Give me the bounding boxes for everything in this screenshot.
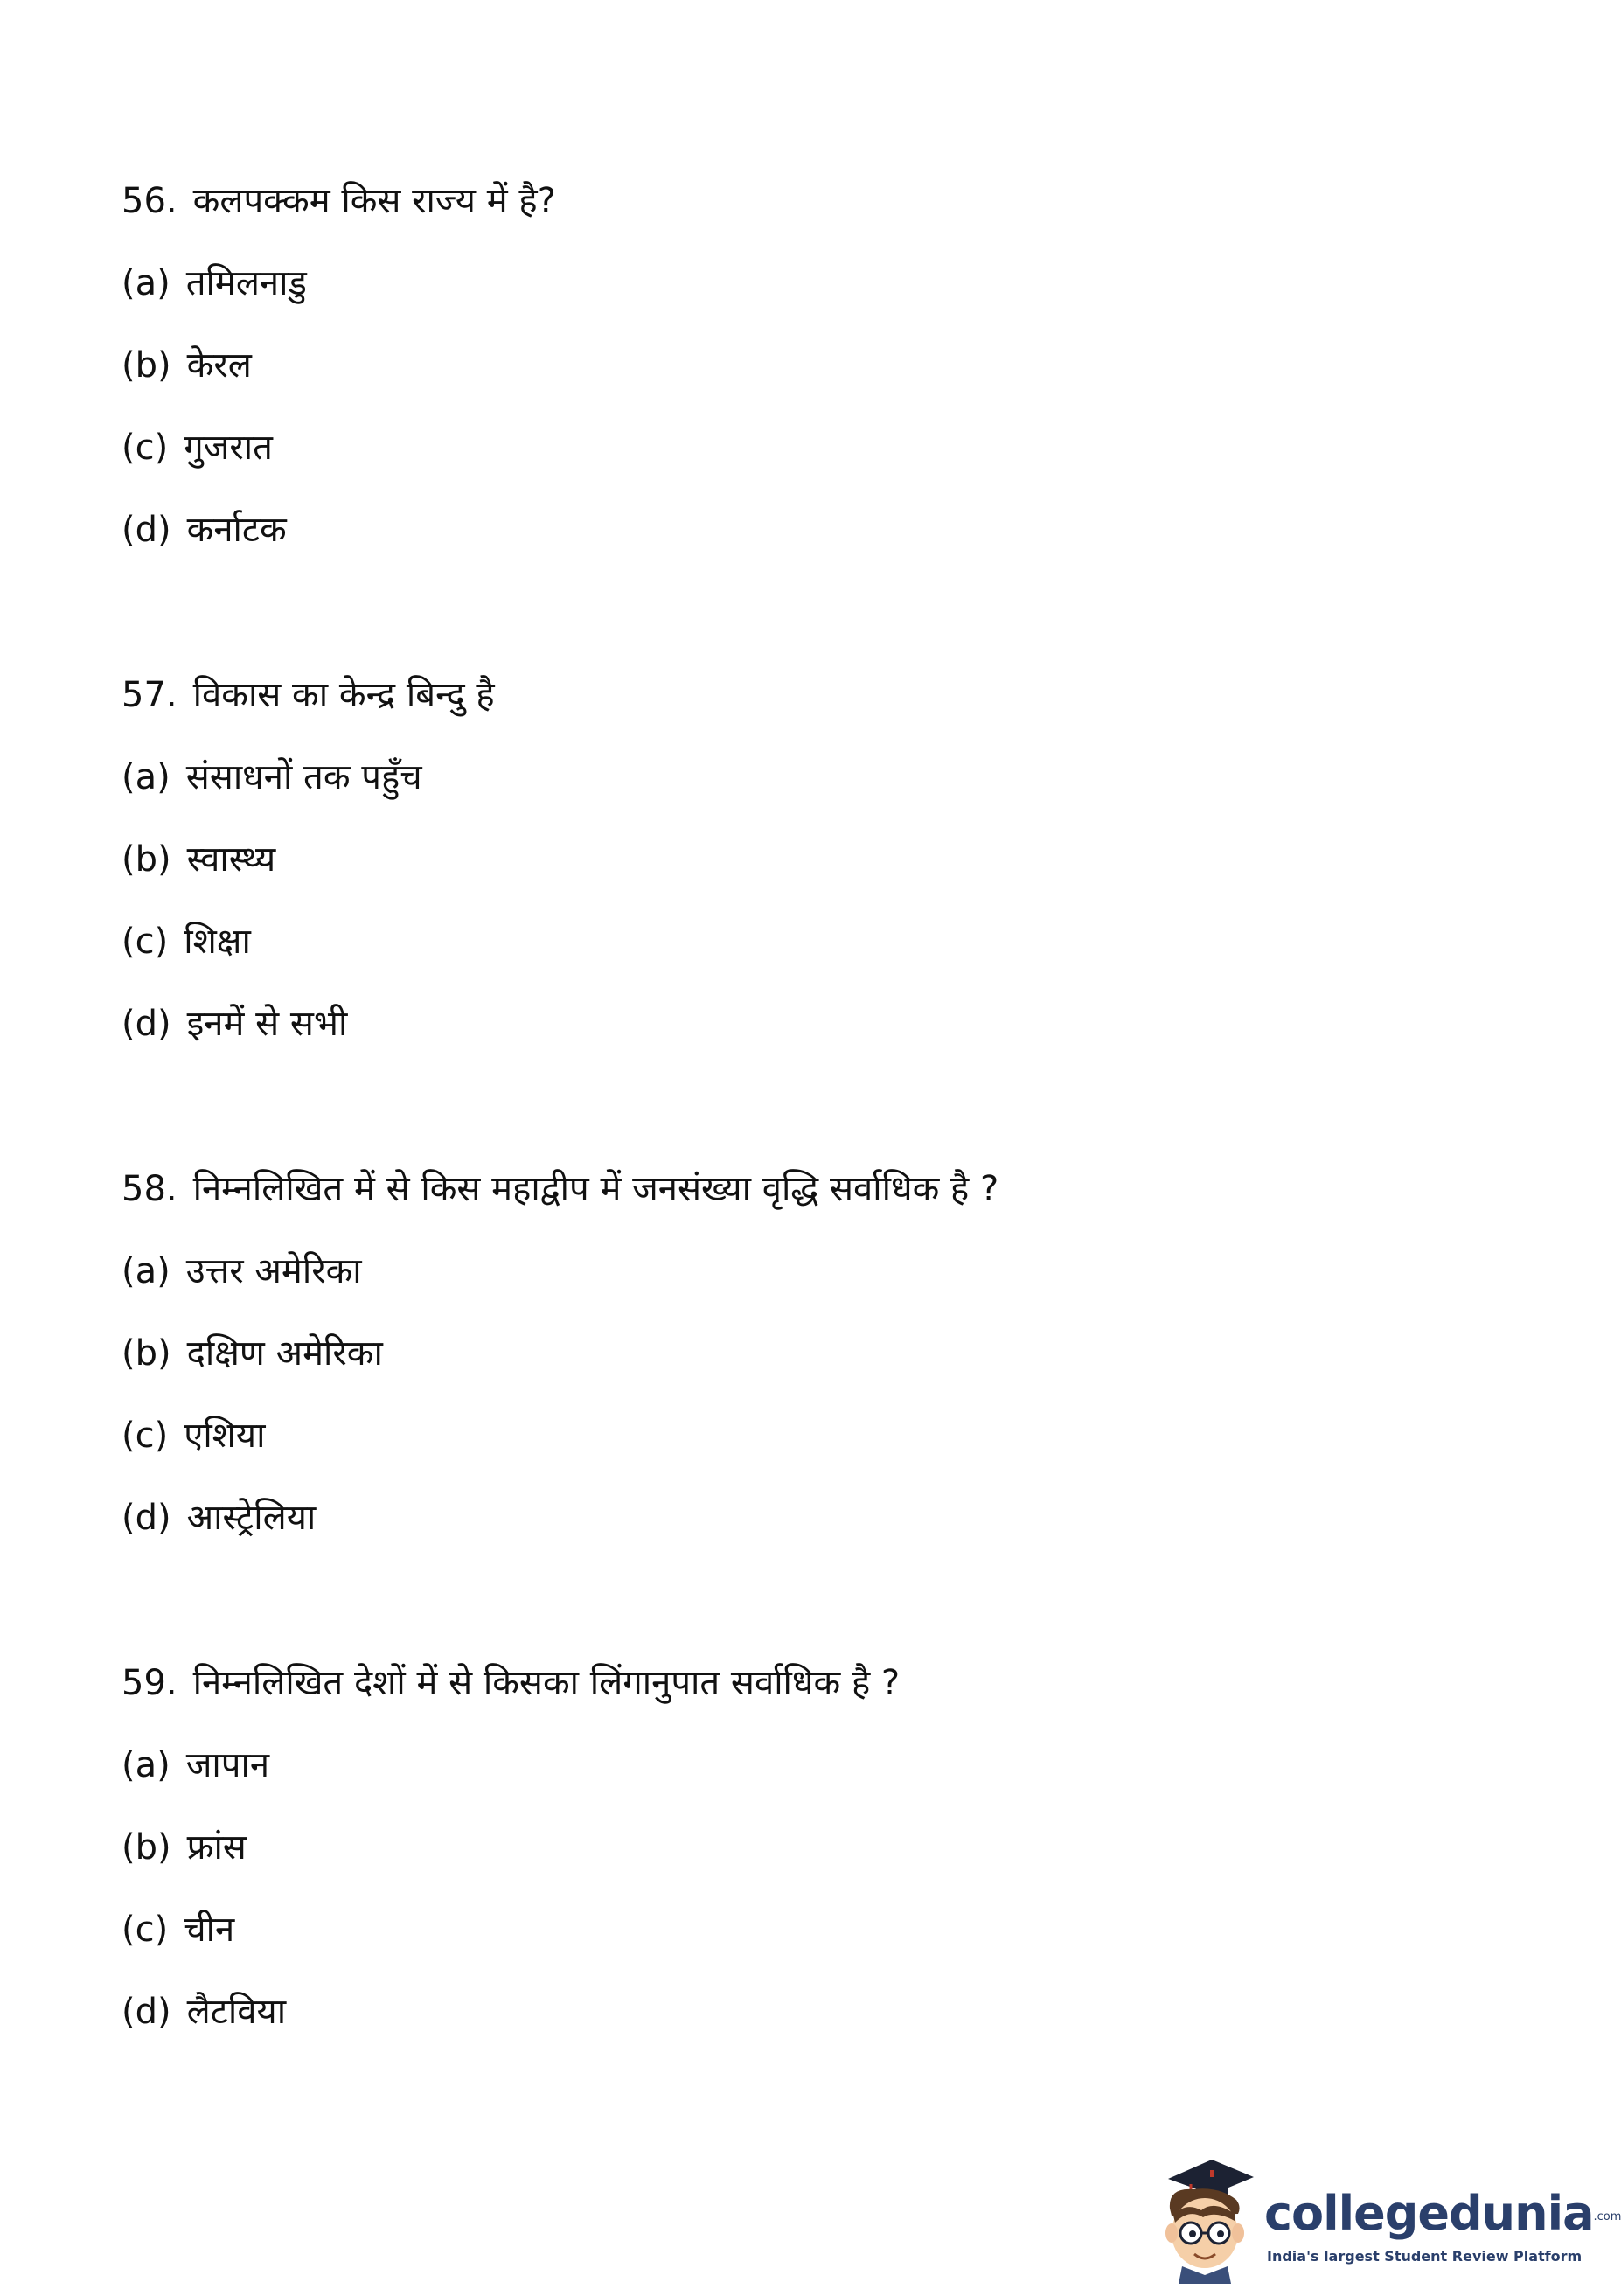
option-b (122, 1332, 383, 1375)
option-c (122, 1908, 234, 1952)
option-text: तमिलनाडु (185, 263, 307, 303)
option-text: चीन (184, 1910, 235, 1950)
question-text: कलपक्कम किस राज्य में है? (192, 181, 556, 221)
option-a (122, 1743, 269, 1787)
option-b (122, 1826, 247, 1869)
question-text: निम्नलिखित देशों में से किसका लिंगानुपात सर्वाधिक है ? (192, 1663, 901, 1703)
option-d (122, 1990, 286, 2034)
option-b (122, 838, 275, 881)
option-text: शिक्षा (184, 922, 251, 962)
option-text: कर्नाटक (186, 510, 287, 550)
option-label: (c) (122, 428, 169, 468)
question-number: 58. (122, 1169, 177, 1209)
option-label: (d) (122, 1004, 171, 1044)
option-c (122, 1414, 265, 1458)
option-d (122, 1496, 316, 1540)
option-label: (d) (122, 510, 171, 550)
option-label: (c) (122, 922, 169, 962)
logo-tagline: India's largest Student Review Platform (1267, 2248, 1583, 2265)
option-label: (a) (122, 1745, 170, 1785)
student-mascot-icon (1151, 2153, 1263, 2284)
question-stem (122, 673, 495, 717)
logo-wordmark (1264, 2186, 1621, 2241)
option-label: (a) (122, 757, 170, 797)
option-text: दक्षिण अमेरिका (186, 1333, 383, 1374)
option-label: (c) (122, 1910, 169, 1950)
question-number: 57. (122, 675, 177, 715)
option-c (122, 920, 251, 964)
option-b (122, 344, 252, 387)
option-a (122, 755, 422, 799)
option-text: लैटविया (186, 1992, 287, 2032)
option-label: (d) (122, 1498, 171, 1538)
question-stem (122, 1167, 998, 1211)
option-text: एशिया (184, 1416, 266, 1456)
option-label: (d) (122, 1992, 171, 2032)
question-stem (122, 1661, 900, 1705)
option-c (122, 426, 273, 470)
question-text: निम्नलिखित में से किस महाद्वीप में जनसंख्या वृद्धि सर्वाधिक है ? (192, 1169, 999, 1209)
option-d (122, 1002, 347, 1046)
option-text: जापान (185, 1745, 270, 1785)
option-text: इनमें से सभी (186, 1004, 348, 1044)
option-label: (b) (122, 1333, 171, 1374)
option-text: गुजरात (184, 428, 273, 468)
option-text: स्वास्थ्य (186, 839, 276, 880)
option-label: (c) (122, 1416, 169, 1456)
option-label: (b) (122, 345, 171, 386)
option-a (122, 1249, 362, 1293)
question-stem (122, 179, 556, 223)
option-label: (a) (122, 1251, 170, 1291)
question-number: 59. (122, 1663, 177, 1703)
logo-wordmark-text: collegedunia (1264, 2186, 1594, 2241)
option-text: उत्तर अमेरिका (185, 1251, 362, 1291)
option-text: आस्ट्रेलिया (186, 1498, 317, 1538)
option-text: फ्रांस (186, 1827, 247, 1868)
option-label: (b) (122, 1827, 171, 1868)
collegedunia-logo (1151, 2153, 1621, 2284)
option-label: (a) (122, 263, 170, 303)
option-text: संसाधनों तक पहुँच (185, 757, 422, 797)
logo-domain-suffix: .com (1593, 2209, 1621, 2223)
option-text: केरल (186, 345, 252, 386)
option-a (122, 261, 307, 305)
question-number: 56. (122, 181, 177, 221)
option-label: (b) (122, 839, 171, 880)
option-d (122, 508, 287, 552)
question-text: विकास का केन्द्र बिन्दु है (192, 675, 495, 715)
